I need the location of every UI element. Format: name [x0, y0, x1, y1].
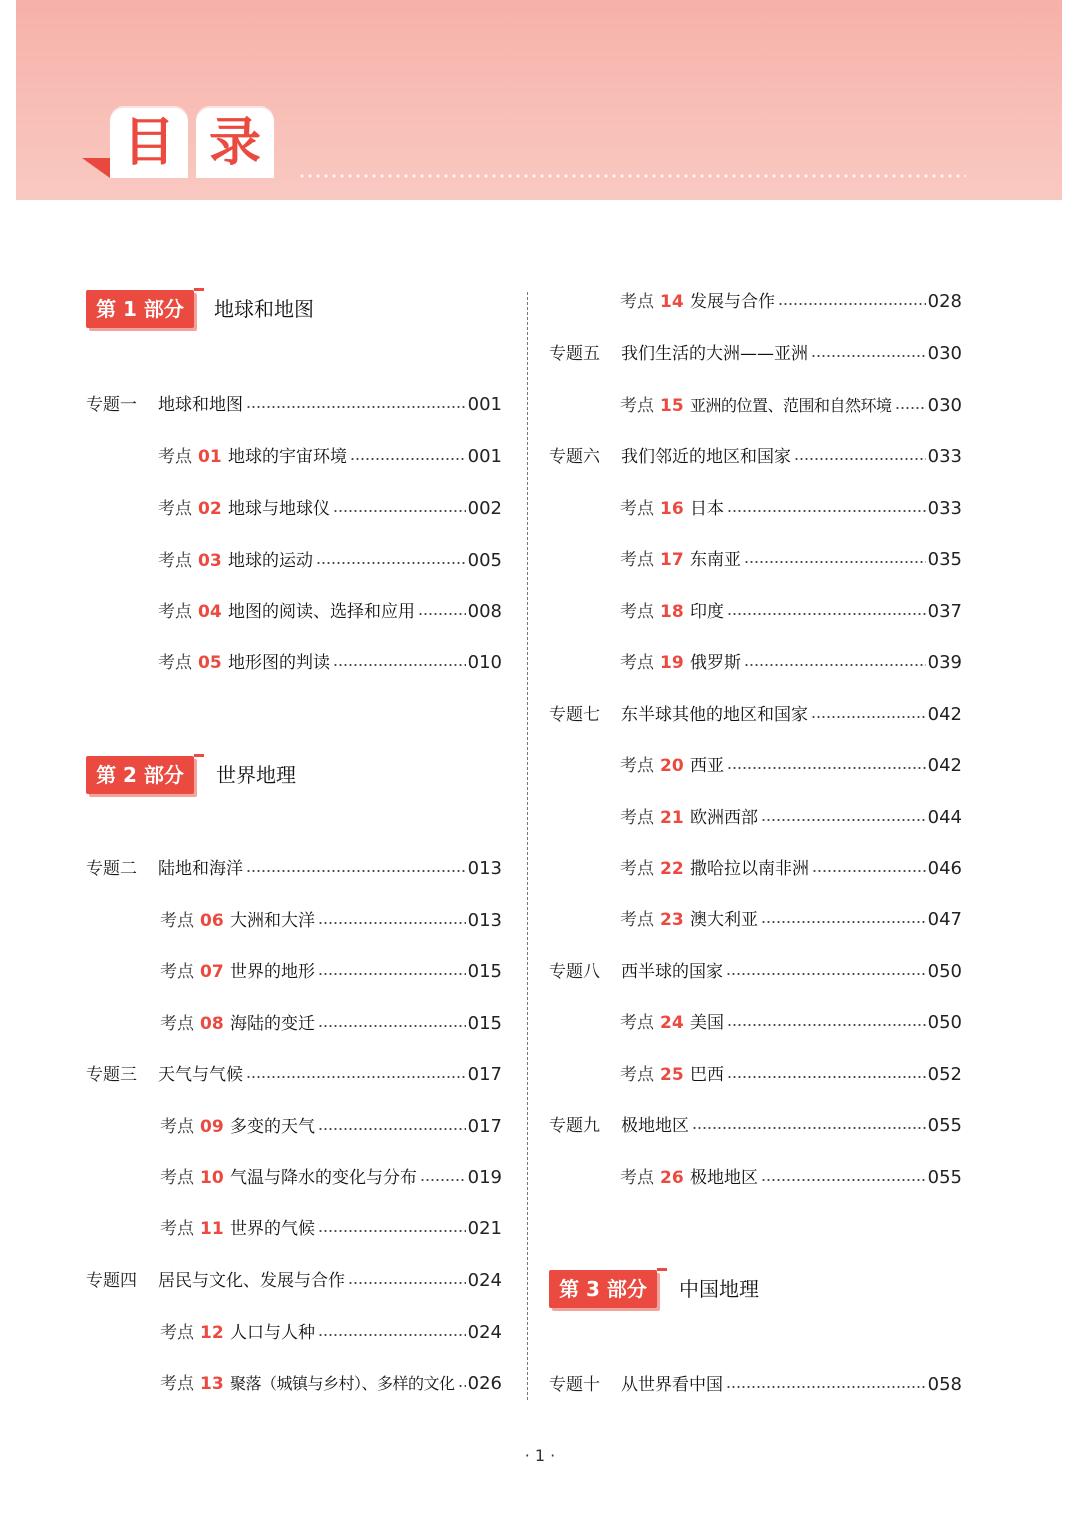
kaodian-label: 考点 [160, 1323, 194, 1343]
dot-leader [318, 920, 466, 926]
kaodian-number: 25 [660, 1065, 684, 1085]
dot-leader [726, 971, 926, 977]
page-number: 026 [467, 1373, 502, 1394]
toc-kaodian-row[interactable] [158, 650, 502, 676]
dot-leader [727, 611, 926, 617]
kaodian-title: 东南亚 [690, 550, 741, 570]
kaodian-title: 地球的宇宙环境 [228, 447, 347, 467]
page-number: 001 [467, 394, 502, 415]
kaodian-number: 08 [200, 1014, 224, 1034]
topic-label: 专题五 [549, 344, 600, 364]
column-divider [527, 292, 528, 1400]
kaodian-number: 20 [660, 756, 684, 776]
dot-leader [744, 662, 926, 668]
toc-kaodian-row[interactable] [620, 1010, 962, 1036]
kaodian-number: 04 [198, 602, 222, 622]
kaodian-title: 西亚 [690, 756, 724, 776]
kaodian-number: 14 [660, 292, 684, 312]
toc-kaodian-row[interactable] [158, 444, 502, 470]
footer-page-number: · 1 · [524, 1446, 556, 1465]
kaodian-title: 地图的阅读、选择和应用 [228, 602, 415, 622]
dot-leader [761, 1177, 926, 1183]
page-number: 015 [467, 1013, 502, 1034]
toc-title-char-1: 目 [110, 108, 188, 178]
toc-kaodian-row[interactable] [620, 289, 962, 315]
page-number: 050 [927, 1012, 962, 1033]
kaodian-number: 15 [660, 396, 684, 416]
toc-topic-row[interactable] [549, 1372, 962, 1398]
dot-leader [761, 919, 926, 925]
kaodian-number: 17 [660, 550, 684, 570]
toc-kaodian-row[interactable] [160, 1320, 502, 1346]
topic-title: 极地地区 [621, 1116, 689, 1136]
kaodian-label: 考点 [158, 551, 192, 571]
page-number: 017 [467, 1064, 502, 1085]
page-number: 013 [467, 910, 502, 931]
kaodian-title: 地形图的判读 [228, 653, 330, 673]
toc-kaodian-row[interactable] [158, 599, 502, 625]
topic-title: 天气与气候 [158, 1065, 243, 1085]
kaodian-number: 06 [200, 911, 224, 931]
kaodian-label: 考点 [620, 859, 654, 879]
kaodian-label: 考点 [160, 1014, 194, 1034]
page-number: 019 [467, 1167, 502, 1188]
dot-leader [895, 405, 926, 411]
page-number: 017 [467, 1116, 502, 1137]
kaodian-title: 美国 [690, 1013, 724, 1033]
topic-label: 专题六 [549, 447, 600, 467]
page-number: 024 [467, 1322, 502, 1343]
topic-label: 专题九 [549, 1116, 600, 1136]
page-number: 050 [927, 961, 962, 982]
toc-kaodian-row[interactable] [620, 1062, 962, 1088]
page-number: 037 [927, 601, 962, 622]
kaodian-label: 考点 [158, 499, 192, 519]
kaodian-title: 地球的运动 [228, 551, 313, 571]
toc-topic-row[interactable] [549, 702, 962, 728]
toc-kaodian-row[interactable] [620, 856, 962, 882]
kaodian-number: 05 [198, 653, 222, 673]
kaodian-label: 考点 [158, 602, 192, 622]
kaodian-label: 考点 [620, 1013, 654, 1033]
toc-kaodian-row[interactable] [620, 907, 962, 933]
kaodian-title: 海陆的变迁 [230, 1014, 315, 1034]
kaodian-number: 09 [200, 1117, 224, 1137]
page-number: 008 [467, 601, 502, 622]
page-number: 052 [927, 1064, 962, 1085]
kaodian-label: 考点 [160, 1374, 194, 1394]
part-title-2: 世界地理 [216, 763, 296, 787]
dot-leader [318, 1023, 466, 1029]
dot-leader [726, 1384, 926, 1390]
page-number: 001 [467, 446, 502, 467]
kaodian-number: 26 [660, 1168, 684, 1188]
dot-leader [333, 662, 466, 668]
toc-kaodian-row[interactable] [158, 496, 502, 522]
dot-leader [318, 971, 466, 977]
toc-kaodian-row[interactable] [620, 1165, 962, 1191]
kaodian-title: 世界的地形 [230, 962, 315, 982]
kaodian-label: 考点 [620, 396, 654, 416]
kaodian-label: 考点 [160, 1168, 194, 1188]
page-number: 039 [927, 652, 962, 673]
page-number: 047 [927, 909, 962, 930]
dot-leader [246, 1074, 466, 1080]
kaodian-label: 考点 [160, 1117, 194, 1137]
toc-kaodian-row[interactable] [620, 805, 962, 831]
toc-topic-row[interactable] [86, 392, 502, 418]
kaodian-label: 考点 [158, 653, 192, 673]
page-number: 055 [927, 1115, 962, 1136]
page-number: 030 [927, 343, 962, 364]
topic-label: 专题二 [86, 859, 137, 879]
kaodian-number: 11 [200, 1219, 224, 1239]
kaodian-number: 01 [198, 447, 222, 467]
page-number: 033 [927, 446, 962, 467]
toc-kaodian-row[interactable] [620, 496, 962, 522]
dot-leader [318, 1126, 466, 1132]
kaodian-title: 聚落（城镇与乡村）、多样的文化 [230, 1374, 455, 1393]
dot-leader [348, 1280, 466, 1286]
kaodian-title: 巴西 [690, 1065, 724, 1085]
kaodian-title: 撒哈拉以南非洲 [690, 859, 809, 879]
topic-title: 地球和地图 [158, 395, 243, 415]
kaodian-title: 日本 [690, 499, 724, 519]
topic-label: 专题一 [86, 395, 137, 415]
toc-topic-row[interactable] [549, 959, 962, 985]
kaodian-number: 10 [200, 1168, 224, 1188]
toc-kaodian-row[interactable] [620, 753, 962, 779]
toc-kaodian-row[interactable] [158, 548, 502, 574]
page-number: 021 [467, 1218, 502, 1239]
topic-title: 西半球的国家 [621, 962, 723, 982]
kaodian-label: 考点 [620, 1065, 654, 1085]
page-number: 033 [927, 498, 962, 519]
kaodian-title: 欧洲西部 [690, 808, 758, 828]
header-corner-decoration [82, 158, 110, 178]
dot-leader [418, 611, 466, 617]
kaodian-label: 考点 [160, 962, 194, 982]
kaodian-label: 考点 [620, 756, 654, 776]
page-number: 013 [467, 858, 502, 879]
header-dotted-line [298, 174, 966, 178]
dot-leader [727, 765, 926, 771]
kaodian-label: 考点 [620, 653, 654, 673]
dot-leader [458, 1383, 466, 1389]
kaodian-number: 23 [660, 910, 684, 930]
kaodian-title: 澳大利亚 [690, 910, 758, 930]
page-number: 002 [467, 498, 502, 519]
dot-leader [316, 560, 466, 566]
page-number: 044 [927, 807, 962, 828]
dot-leader [727, 1022, 926, 1028]
kaodian-number: 13 [200, 1374, 224, 1394]
kaodian-title: 气温与降水的变化与分布 [230, 1168, 417, 1188]
topic-label: 专题三 [86, 1065, 137, 1085]
part-badge-3: 第 3 部分 [549, 1270, 657, 1308]
page-number: 058 [927, 1374, 962, 1395]
toc-kaodian-row[interactable] [620, 650, 962, 676]
toc-kaodian-row[interactable] [160, 959, 502, 985]
topic-label: 专题十 [549, 1375, 600, 1395]
kaodian-label: 考点 [620, 910, 654, 930]
kaodian-title: 极地地区 [690, 1168, 758, 1188]
kaodian-number: 03 [198, 551, 222, 571]
dot-leader [246, 868, 466, 874]
kaodian-title: 人口与人种 [230, 1323, 315, 1343]
topic-title: 我们邻近的地区和国家 [621, 447, 791, 467]
dot-leader [761, 817, 926, 823]
topic-label: 专题八 [549, 962, 600, 982]
kaodian-title: 俄罗斯 [690, 653, 741, 673]
kaodian-number: 22 [660, 859, 684, 879]
page-number: 015 [467, 961, 502, 982]
kaodian-number: 02 [198, 499, 222, 519]
kaodian-label: 考点 [620, 292, 654, 312]
kaodian-title: 世界的气候 [230, 1219, 315, 1239]
part-title-3: 中国地理 [679, 1277, 759, 1301]
toc-title-char-2: 录 [196, 108, 274, 178]
toc-topic-row[interactable] [86, 1268, 502, 1294]
kaodian-label: 考点 [620, 1168, 654, 1188]
toc-kaodian-row[interactable] [160, 1114, 502, 1140]
part-badge-2: 第 2 部分 [86, 756, 194, 794]
topic-title: 我们生活的大洲——亚洲 [621, 344, 808, 364]
kaodian-label: 考点 [620, 808, 654, 828]
toc-kaodian-row[interactable] [160, 1371, 502, 1397]
dot-leader [727, 1074, 926, 1080]
toc-topic-row[interactable] [549, 1113, 962, 1139]
toc-topic-row[interactable] [86, 1062, 502, 1088]
part-badge-1: 第 1 部分 [86, 290, 194, 328]
kaodian-title: 多变的天气 [230, 1117, 315, 1137]
toc-kaodian-row[interactable] [160, 908, 502, 934]
part-title-1: 地球和地图 [214, 297, 314, 321]
page-number: 046 [927, 858, 962, 879]
kaodian-label: 考点 [620, 602, 654, 622]
dot-leader [727, 508, 926, 514]
dot-leader [794, 456, 926, 462]
topic-label: 专题四 [86, 1271, 137, 1291]
dot-leader [318, 1332, 466, 1338]
toc-topic-row[interactable] [549, 444, 962, 470]
toc-kaodian-row[interactable] [160, 1216, 502, 1242]
toc-kaodian-row[interactable] [160, 1165, 502, 1191]
toc-topic-row[interactable] [549, 341, 962, 367]
dot-leader [333, 508, 466, 514]
page-number: 035 [927, 549, 962, 570]
dot-leader [811, 353, 926, 359]
kaodian-label: 考点 [160, 911, 194, 931]
toc-kaodian-row[interactable] [620, 547, 962, 573]
kaodian-number: 19 [660, 653, 684, 673]
page-number: 005 [467, 550, 502, 571]
kaodian-number: 18 [660, 602, 684, 622]
toc-kaodian-row[interactable] [620, 393, 962, 419]
dot-leader [692, 1125, 926, 1131]
topic-title: 居民与文化、发展与合作 [158, 1271, 345, 1291]
dot-leader [350, 456, 466, 462]
dot-leader [744, 559, 926, 565]
page-number: 055 [927, 1167, 962, 1188]
toc-kaodian-row[interactable] [160, 1011, 502, 1037]
topic-title: 陆地和海洋 [158, 859, 243, 879]
page-number: 028 [927, 291, 962, 312]
dot-leader [318, 1228, 466, 1234]
dot-leader [420, 1177, 466, 1183]
kaodian-number: 16 [660, 499, 684, 519]
kaodian-label: 考点 [620, 499, 654, 519]
kaodian-title: 发展与合作 [690, 292, 775, 312]
page-number: 030 [927, 395, 962, 416]
kaodian-title: 地球与地球仪 [228, 499, 330, 519]
kaodian-number: 12 [200, 1323, 224, 1343]
page-number: 010 [467, 652, 502, 673]
page-number: 024 [467, 1270, 502, 1291]
dot-leader [811, 714, 926, 720]
kaodian-title: 亚洲的位置、范围和自然环境 [690, 396, 892, 415]
topic-title: 从世界看中国 [621, 1375, 723, 1395]
topic-label: 专题七 [549, 705, 600, 725]
toc-topic-row[interactable] [86, 856, 502, 882]
dot-leader [812, 868, 926, 874]
toc-kaodian-row[interactable] [620, 599, 962, 625]
kaodian-title: 大洲和大洋 [230, 911, 315, 931]
page-number: 042 [927, 755, 962, 776]
dot-leader [246, 404, 466, 410]
kaodian-number: 07 [200, 962, 224, 982]
kaodian-number: 21 [660, 808, 684, 828]
dot-leader [778, 301, 926, 307]
page-number: 042 [927, 704, 962, 725]
kaodian-label: 考点 [620, 550, 654, 570]
kaodian-label: 考点 [158, 447, 192, 467]
kaodian-label: 考点 [160, 1219, 194, 1239]
kaodian-number: 24 [660, 1013, 684, 1033]
topic-title: 东半球其他的地区和国家 [621, 705, 808, 725]
kaodian-title: 印度 [690, 602, 724, 622]
